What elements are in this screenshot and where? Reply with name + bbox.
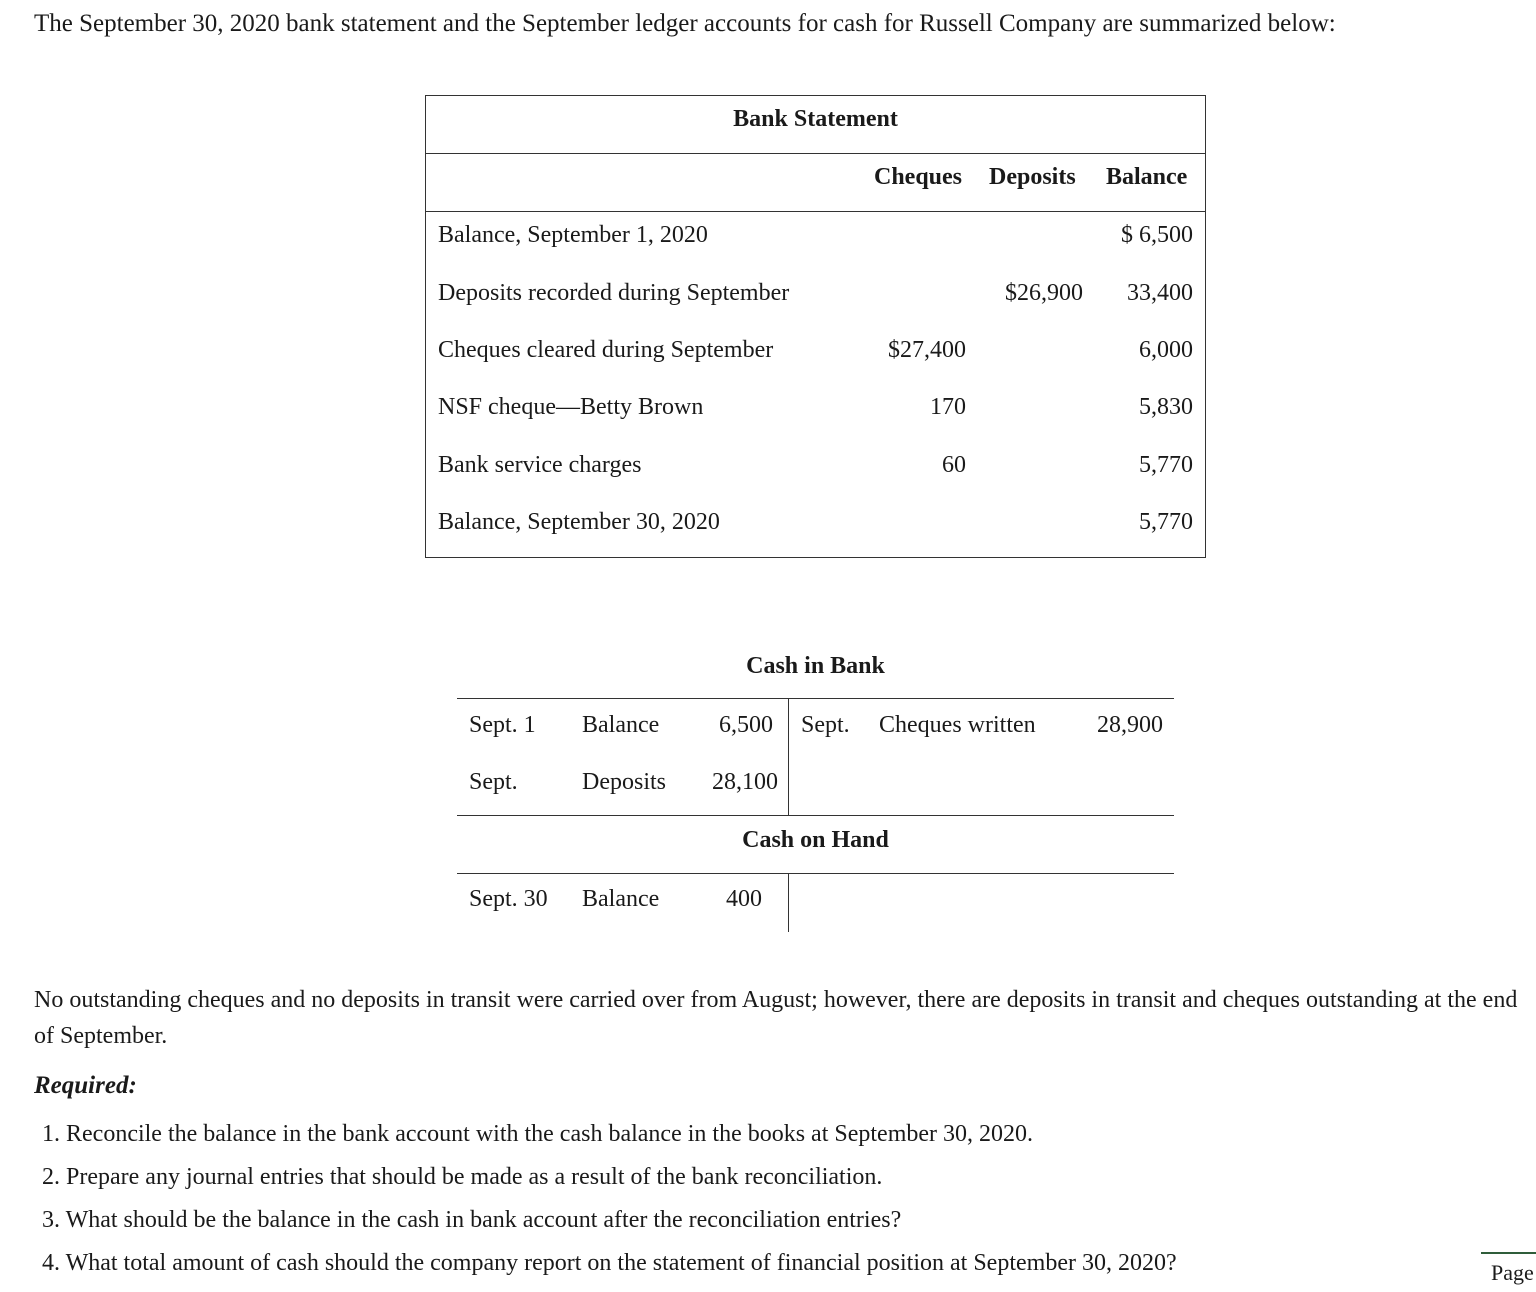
- debit-amount: 400: [726, 886, 762, 912]
- balance-cell: $ 6,500: [1121, 222, 1193, 248]
- col-header-balance: Balance: [1106, 164, 1188, 190]
- row-label: NSF cheque—Betty Brown: [438, 394, 704, 420]
- required-item: 3. What should be the balance in the cash in bank account after the reconciliation entries?: [42, 1207, 902, 1233]
- credit-desc: Cheques written: [879, 712, 1036, 738]
- debit-date: Sept. 1: [469, 712, 536, 738]
- bank-statement-title: Bank Statement: [733, 106, 898, 132]
- cheques-cell: $27,400: [888, 337, 966, 363]
- deposits-cell: $26,900: [1005, 280, 1083, 306]
- debit-date: Sept.: [469, 769, 518, 795]
- row-label: Balance, September 30, 2020: [438, 509, 720, 535]
- note-paragraph: No outstanding cheques and no deposits in transit were carried over from August; however, there are deposits in transit and cheques outstanding at the end of September.: [34, 987, 1518, 1049]
- balance-cell: 5,770: [1139, 509, 1193, 535]
- debit-date: Sept. 30: [469, 886, 548, 912]
- row-label: Balance, September 1, 2020: [438, 222, 708, 248]
- debit-desc: Balance: [582, 712, 660, 738]
- row-label: Bank service charges: [438, 452, 642, 478]
- t-account-top-line: [457, 873, 1174, 874]
- debit-desc: Balance: [582, 886, 660, 912]
- cash-in-bank-title: Cash in Bank: [746, 653, 885, 679]
- cheques-cell: 170: [930, 394, 966, 420]
- balance-cell: 33,400: [1127, 280, 1193, 306]
- row-label: Cheques cleared during September: [438, 337, 774, 363]
- cheques-cell: 60: [942, 452, 966, 478]
- debit-amount: 28,100: [712, 769, 778, 795]
- cash-on-hand-title: Cash on Hand: [742, 827, 889, 853]
- divider: [426, 211, 1205, 212]
- credit-amount: 28,900: [1097, 712, 1163, 738]
- bank-statement-table: [425, 95, 1206, 558]
- debit-desc: Deposits: [582, 769, 666, 795]
- divider: [426, 153, 1205, 154]
- credit-date: Sept.: [801, 712, 850, 738]
- t-account-top-line: [457, 698, 1174, 699]
- balance-cell: 6,000: [1139, 337, 1193, 363]
- required-heading: Required:: [34, 1072, 137, 1099]
- t-account-divider: [788, 698, 789, 815]
- page-label: Page: [1491, 1260, 1534, 1285]
- balance-cell: 5,830: [1139, 394, 1193, 420]
- row-label: Deposits recorded during September: [438, 280, 790, 306]
- required-item: 1. Reconcile the balance in the bank account with the cash balance in the books at September 30, 2020.: [42, 1121, 1034, 1147]
- debit-amount: 6,500: [719, 712, 773, 738]
- balance-cell: 5,770: [1139, 452, 1193, 478]
- col-header-deposits: Deposits: [989, 164, 1076, 190]
- t-account-divider: [788, 873, 789, 932]
- intro-text: The September 30, 2020 bank statement and the September ledger accounts for cash for Russell Company are summarized below:: [34, 10, 1336, 37]
- col-header-cheques: Cheques: [874, 164, 963, 190]
- required-item: 4. What total amount of cash should the company report on the statement of financial position at September 30, 2020?: [42, 1250, 1177, 1276]
- page-label-box: [1481, 1252, 1536, 1292]
- t-account-bottom-line: [457, 815, 1174, 816]
- required-item: 2. Prepare any journal entries that should be made as a result of the bank reconciliation.: [42, 1164, 883, 1190]
